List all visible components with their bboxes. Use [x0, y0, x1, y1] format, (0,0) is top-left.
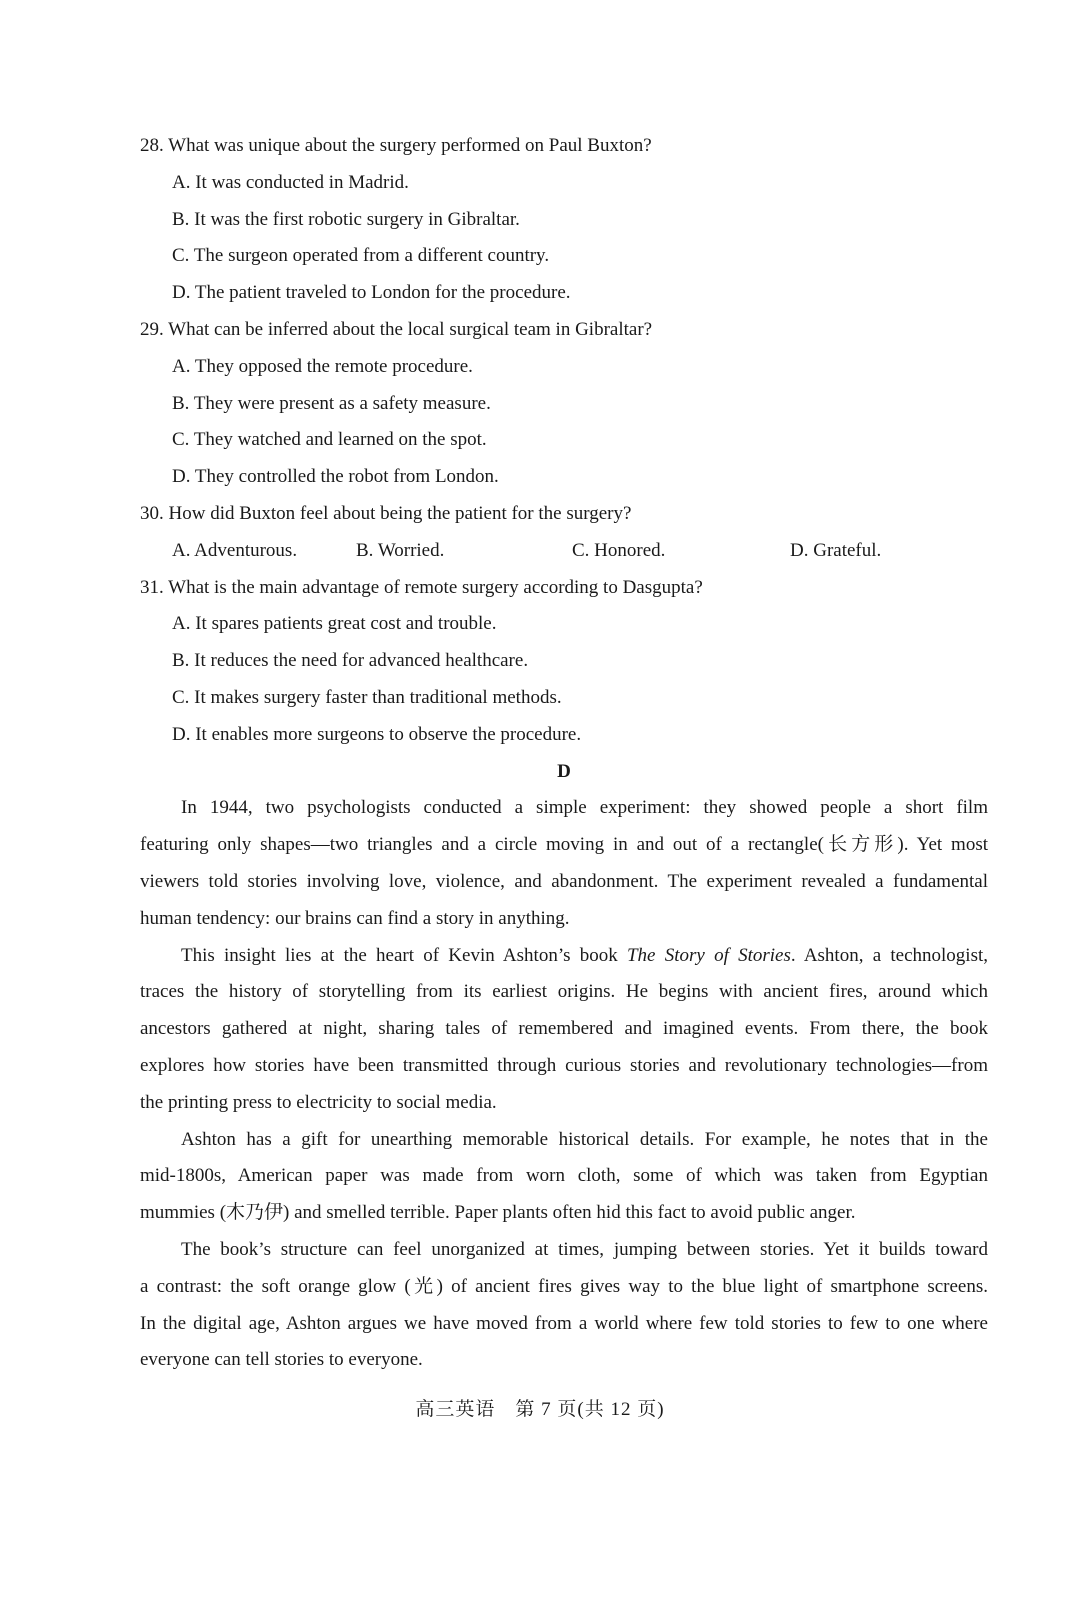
option-a: A. It spares patients great cost and trouble. [172, 613, 497, 635]
question-30 [140, 496, 988, 570]
option-d: D. It enables more surgeons to observe the procedure. [172, 723, 582, 745]
question-31 [140, 570, 988, 754]
option-b: B. It was the first robotic surgery in Gibraltar. [172, 208, 520, 230]
paragraph-line: Ashton has a gift for unearthing memorable historical details. For example, he notes that in the [181, 1128, 988, 1150]
option-d: D. They controlled the robot from London. [172, 466, 499, 488]
paragraph-line: In 1944, two psychologists conducted a simple experiment: they showed people a short film [181, 797, 988, 819]
page-footer: 高三英语 第 7 页(共 12 页) [415, 1399, 665, 1420]
paragraph-line: a contrast: the soft orange glow (光) of ancient fires gives way to the blue light of smartphone screens. [140, 1275, 988, 1297]
paragraph-line: ancestors gathered at night, sharing tales of remembered and imagined events. From there, the book [140, 1018, 988, 1040]
paragraph [140, 938, 988, 1122]
options-row [140, 533, 988, 570]
option-c: C. The surgeon operated from a different country. [172, 245, 550, 267]
paragraph-line: everyone can tell stories to everyone. [140, 1349, 423, 1371]
paragraph-line: The book’s structure can feel unorganized at times, jumping between stories. Yet it builds toward [181, 1238, 988, 1260]
section-title: D [557, 760, 571, 782]
paragraph-line: featuring only shapes—two triangles and a circle moving in and out of a rectangle(长方形). Yet most [140, 834, 988, 856]
paragraph-line: explores how stories have been transmitted through curious stories and revolutionary technologies—from [140, 1054, 988, 1076]
paragraph-line: mummies (木乃伊) and smelled terrible. Paper plants often hid this fact to avoid public anger. [140, 1202, 856, 1224]
paragraph [140, 1232, 988, 1379]
passage [140, 790, 988, 1379]
paragraph-line: traces the history of storytelling from its earliest origins. He begins with ancient fires, around which [140, 981, 988, 1003]
book-title: The Story of Stories [626, 944, 791, 966]
option-d: D. The patient traveled to London for the procedure. [172, 282, 571, 304]
option-b: B. They were present as a safety measure. [172, 392, 491, 414]
paragraph-line: the printing press to electricity to social media. [140, 1091, 497, 1113]
option-c: C. They watched and learned on the spot. [172, 429, 487, 451]
question-stem: 30. How did Buxton feel about being the patient for the surgery? [140, 502, 632, 524]
question-stem: 31. What is the main advantage of remote surgery according to Dasgupta? [140, 576, 703, 598]
question-stem: 28. What was unique about the surgery performed on Paul Buxton? [140, 135, 652, 156]
page-content [140, 128, 988, 1379]
option-b: B. It reduces the need for advanced healthcare. [172, 650, 529, 672]
option-c: C. Honored. [572, 539, 666, 561]
paragraph [140, 1122, 988, 1232]
question-29 [140, 312, 988, 496]
paragraph-line: This insight lies at the heart of Kevin Ashton’s book The Story of Stories. Ashton, a technologist, [181, 944, 988, 966]
paragraph-line: mid-1800s, American paper was made from worn cloth, some of which was taken from Egyptian [140, 1165, 988, 1187]
option-d: D. Grateful. [790, 539, 882, 561]
question-28 [140, 128, 988, 312]
option-c: C. It makes surgery faster than traditional methods. [172, 686, 562, 708]
paragraph-line: In the digital age, Ashton argues we have moved from a world where few told stories to few to one where [140, 1312, 988, 1334]
option-b: B. Worried. [356, 539, 445, 561]
paragraph-line: viewers told stories involving love, violence, and abandonment. The experiment revealed a fundamental [140, 870, 988, 892]
question-stem: 29. What can be inferred about the local surgical team in Gibraltar? [140, 318, 653, 340]
option-a: A. It was conducted in Madrid. [172, 171, 409, 193]
paragraph [140, 790, 988, 937]
paragraph-line: human tendency: our brains can find a story in anything. [140, 907, 570, 929]
option-a: A. Adventurous. [172, 539, 298, 561]
option-a: A. They opposed the remote procedure. [172, 355, 473, 377]
